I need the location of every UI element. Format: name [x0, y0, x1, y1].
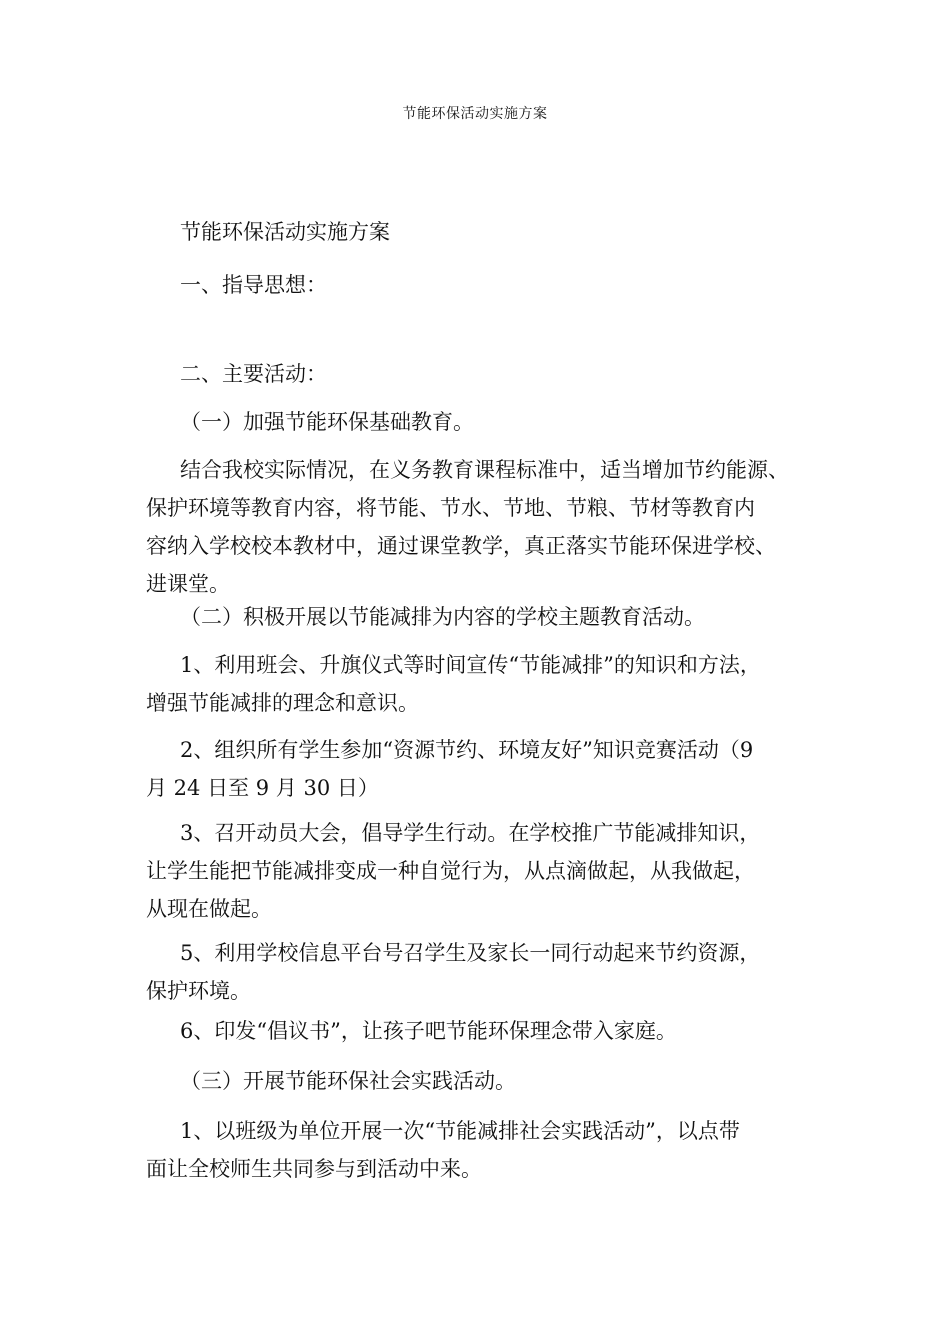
section-heading-main-activities — [146, 355, 811, 393]
subsection-heading-text: （一）加强节能环保基础教育。 — [180, 410, 474, 434]
paragraph-line: 容纳入学校校本教材中，通过课堂教学，真正落实节能环保进学校、 — [146, 534, 776, 558]
document-title-text: 节能环保活动实施方案 — [180, 220, 390, 244]
section-heading-text: 二、主要活动： — [180, 362, 327, 386]
paragraph-line: 6、印发“倡议书”，让孩子吧节能环保理念带入家庭。 — [180, 1019, 677, 1043]
subsection-heading-text: （三）开展节能环保社会实践活动。 — [180, 1069, 516, 1093]
subsection-heading-basic-education — [146, 403, 811, 441]
paragraph-line: 面让全校师生共同参与到活动中来。 — [146, 1157, 482, 1181]
paragraph-line: 保护环境。 — [146, 979, 251, 1003]
paragraph-line: 让学生能把节能减排变成一种自觉行为，从点滴做起，从我做起， — [146, 859, 755, 883]
paragraph-line: 保护环境等教育内容，将节能、节水、节地、节粮、节材等教育内 — [146, 496, 755, 520]
paragraph-line: 进课堂。 — [146, 572, 230, 596]
paragraph-line: 5、利用学校信息平台号召学生及家长一同行动起来节约资源， — [180, 941, 761, 965]
list-item-5 — [146, 934, 811, 1010]
section-heading-text: 一、指导思想： — [180, 273, 327, 297]
paragraph-line: 结合我校实际情况，在义务教育课程标准中，适当增加节约能源、 — [180, 458, 789, 482]
list-item-1 — [146, 646, 811, 722]
paragraph-line: 从现在做起。 — [146, 897, 272, 921]
document-title — [146, 213, 811, 251]
list-item-2 — [146, 731, 811, 807]
paragraph-line: 月 24 日至 9 月 30 日） — [146, 776, 379, 800]
paragraph-line: 3、召开动员大会，倡导学生行动。在学校推广节能减排知识， — [180, 821, 761, 845]
paragraph-line: 2、组织所有学生参加“资源节约、环境友好”知识竞赛活动（9 — [180, 738, 754, 762]
subsection-heading-text: （二）积极开展以节能减排为内容的学校主题教育活动。 — [180, 605, 705, 629]
paragraph-basic-education — [146, 451, 811, 603]
subsection-heading-theme-activities — [146, 598, 811, 636]
list-item-3 — [146, 814, 811, 928]
paragraph-line: 1、以班级为单位开展一次“节能减排社会实践活动”，以点带 — [180, 1119, 740, 1143]
page-header-title: 节能环保活动实施方案 — [402, 106, 548, 122]
section-heading-guiding-thought — [146, 266, 811, 304]
list-item-practice-1 — [146, 1112, 811, 1188]
subsection-heading-social-practice — [146, 1062, 811, 1100]
paragraph-line: 增强节能减排的理念和意识。 — [146, 691, 419, 715]
paragraph-line: 1、利用班会、升旗仪式等时间宣传“节能减排”的知识和方法， — [180, 653, 761, 677]
list-item-6 — [146, 1012, 811, 1050]
